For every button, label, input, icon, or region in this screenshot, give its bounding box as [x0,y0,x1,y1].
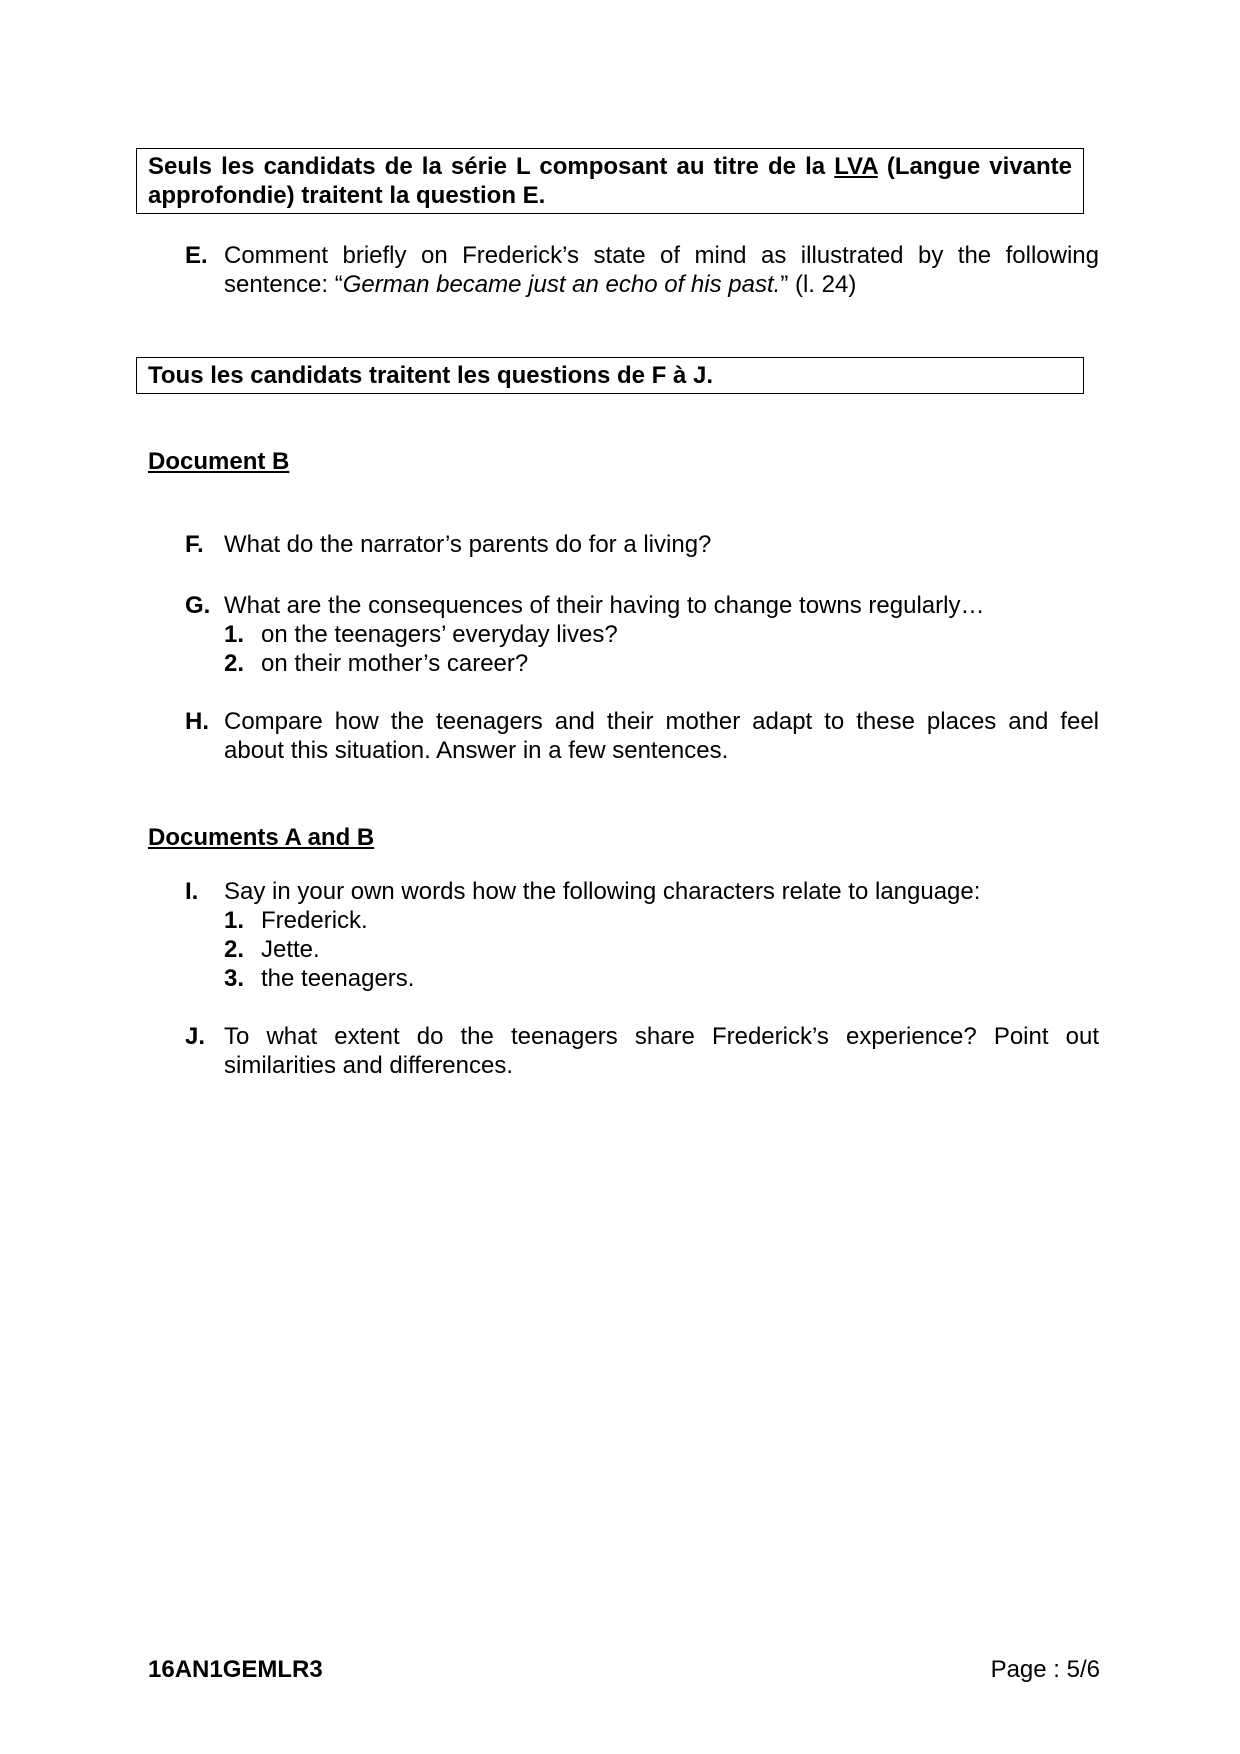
list-item [224,620,1099,649]
question-f [185,530,1099,559]
question-letter: I. [185,878,199,905]
question-j [185,1022,1099,1080]
question-e-line-2 [224,270,1099,299]
lva-notice-box [136,148,1084,214]
question-letter: G. [185,592,211,619]
list-item [224,649,1099,678]
question-letter: H. [185,708,209,735]
lva-notice-text-start: Seuls les candidats de la série L composant au titre de la [148,153,826,180]
quote-close: ” (l. 24) [780,271,857,298]
item-number: 3. [224,965,245,992]
question-e [185,241,1099,299]
list-item [224,906,1099,935]
question-j-line-2: similarities and differences. [224,1052,514,1079]
item-text: on their mother’s career? [261,650,529,677]
question-h-body [224,707,1099,765]
question-e-line-1: Comment briefly on Frederick’s state of mind as illustrated by the following [224,242,1099,269]
question-h [185,707,1099,765]
quote-open: sentence: “ [224,271,343,298]
question-j-body [224,1022,1099,1080]
all-candidates-text: Tous les candidats traitent les questions de F à J. [148,362,714,389]
lva-notice-line-1 [148,152,1072,181]
item-text: on the teenagers’ everyday lives? [261,621,618,648]
question-f-text: What do the narrator’s parents do for a living? [224,531,712,558]
question-h-line-1: Compare how the teenagers and their mother adapt to these places and feel [224,708,1099,735]
quote-text: German became just an echo of his past. [342,271,781,298]
question-g-body [224,591,1099,678]
question-h-line-2: about this situation. Answer in a few sentences. [224,737,729,764]
item-text: Jette. [261,936,320,963]
item-text: Frederick. [261,907,368,934]
item-number: 1. [224,907,245,934]
lva-notice-text-end: (Langue vivante [886,153,1072,180]
question-letter: E. [185,242,208,269]
item-text: the teenagers. [261,965,415,992]
question-i-text: Say in your own words how the following characters relate to language: [224,878,981,905]
item-number: 1. [224,621,245,648]
question-i [185,877,1099,993]
item-number: 2. [224,936,245,963]
question-letter: J. [185,1023,206,1050]
lva-notice-line-2: approfondie) traitent la question E. [148,182,546,209]
list-item [224,935,1099,964]
list-item [224,964,1099,993]
heading-documents-a-and-b: Documents A and B [148,824,375,851]
page-number: Page : 5/6 [990,1656,1100,1683]
question-i-body [224,877,1099,993]
question-g [185,591,1099,678]
heading-document-b: Document B [148,448,290,475]
lva-abbreviation: LVA [834,153,878,180]
question-j-line-1: To what extent do the teenagers share Frederick’s experience? Point out [224,1023,1099,1050]
question-g-text: What are the consequences of their having to change towns regularly… [224,592,985,619]
item-number: 2. [224,650,245,677]
question-e-body [224,241,1099,299]
exam-code: 16AN1GEMLR3 [148,1656,323,1683]
all-candidates-box [136,357,1084,394]
question-letter: F. [185,531,204,558]
